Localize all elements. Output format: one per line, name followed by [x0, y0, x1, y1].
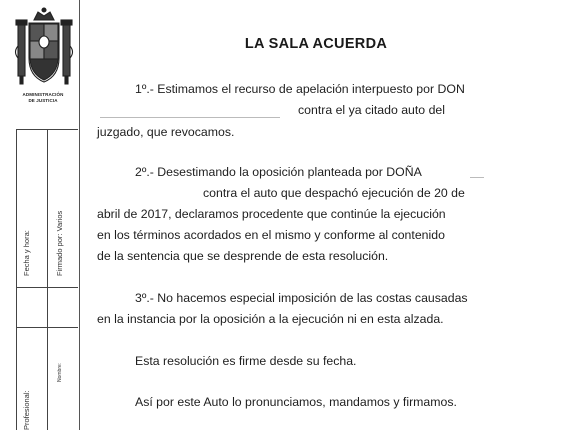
stamp-name-label: Nombre: [57, 362, 63, 382]
paragraph-2-line-4: en los términos acordados en el mismo y conforme al contenido [97, 228, 445, 242]
paragraph-2-line-3: abril de 2017, declaramos procedente que continúe la ejecución [97, 207, 446, 221]
paragraph-3-line-1: 3º.- No hacemos especial imposición de las costas causadas [135, 291, 468, 305]
redacted-name-2 [470, 177, 484, 178]
crest-label-line1: ADMINISTRACIÓN [22, 92, 64, 97]
paragraph-3-line-2: en la instancia por la oposición a la ejecución ni en esta alzada. [97, 312, 444, 326]
document-title: LA SALA ACUERDA [244, 36, 388, 52]
crest-label-line2: DE JUSTICIA [28, 97, 58, 103]
signature-stamp-box [16, 129, 78, 430]
paragraph-4: Esta resolución es firme desde su fecha. [135, 354, 357, 368]
paragraph-2-line-1: 2º.- Desestimando la oposición planteada por DOÑA [135, 165, 422, 179]
stamp-signed-label: Firmado por: Varios [55, 210, 64, 276]
coat-of-arms-icon [14, 6, 74, 92]
paragraph-1-line-1: 1º.- Estimamos el recurso de apelación interpuesto por DON [135, 82, 465, 96]
crest-label [4, 92, 82, 103]
paragraph-2-line-2: contra el auto que despachó ejecución de 20 de [203, 186, 465, 200]
stamp-date-label: Fecha y hora: [22, 230, 31, 276]
paragraph-2-line-5: de la sentencia que se desprende de esta resolución. [97, 249, 389, 263]
stamp-professional-label: Profesional: [22, 390, 31, 430]
redacted-name-1 [100, 117, 280, 118]
margin-rule [79, 0, 80, 430]
paragraph-1-line-2: contra el ya citado auto del [298, 103, 445, 117]
paragraph-5: Así por este Auto lo pronunciamos, mandamos y firmamos. [135, 395, 457, 409]
paragraph-1-line-3: juzgado, que revocamos. [97, 125, 235, 139]
